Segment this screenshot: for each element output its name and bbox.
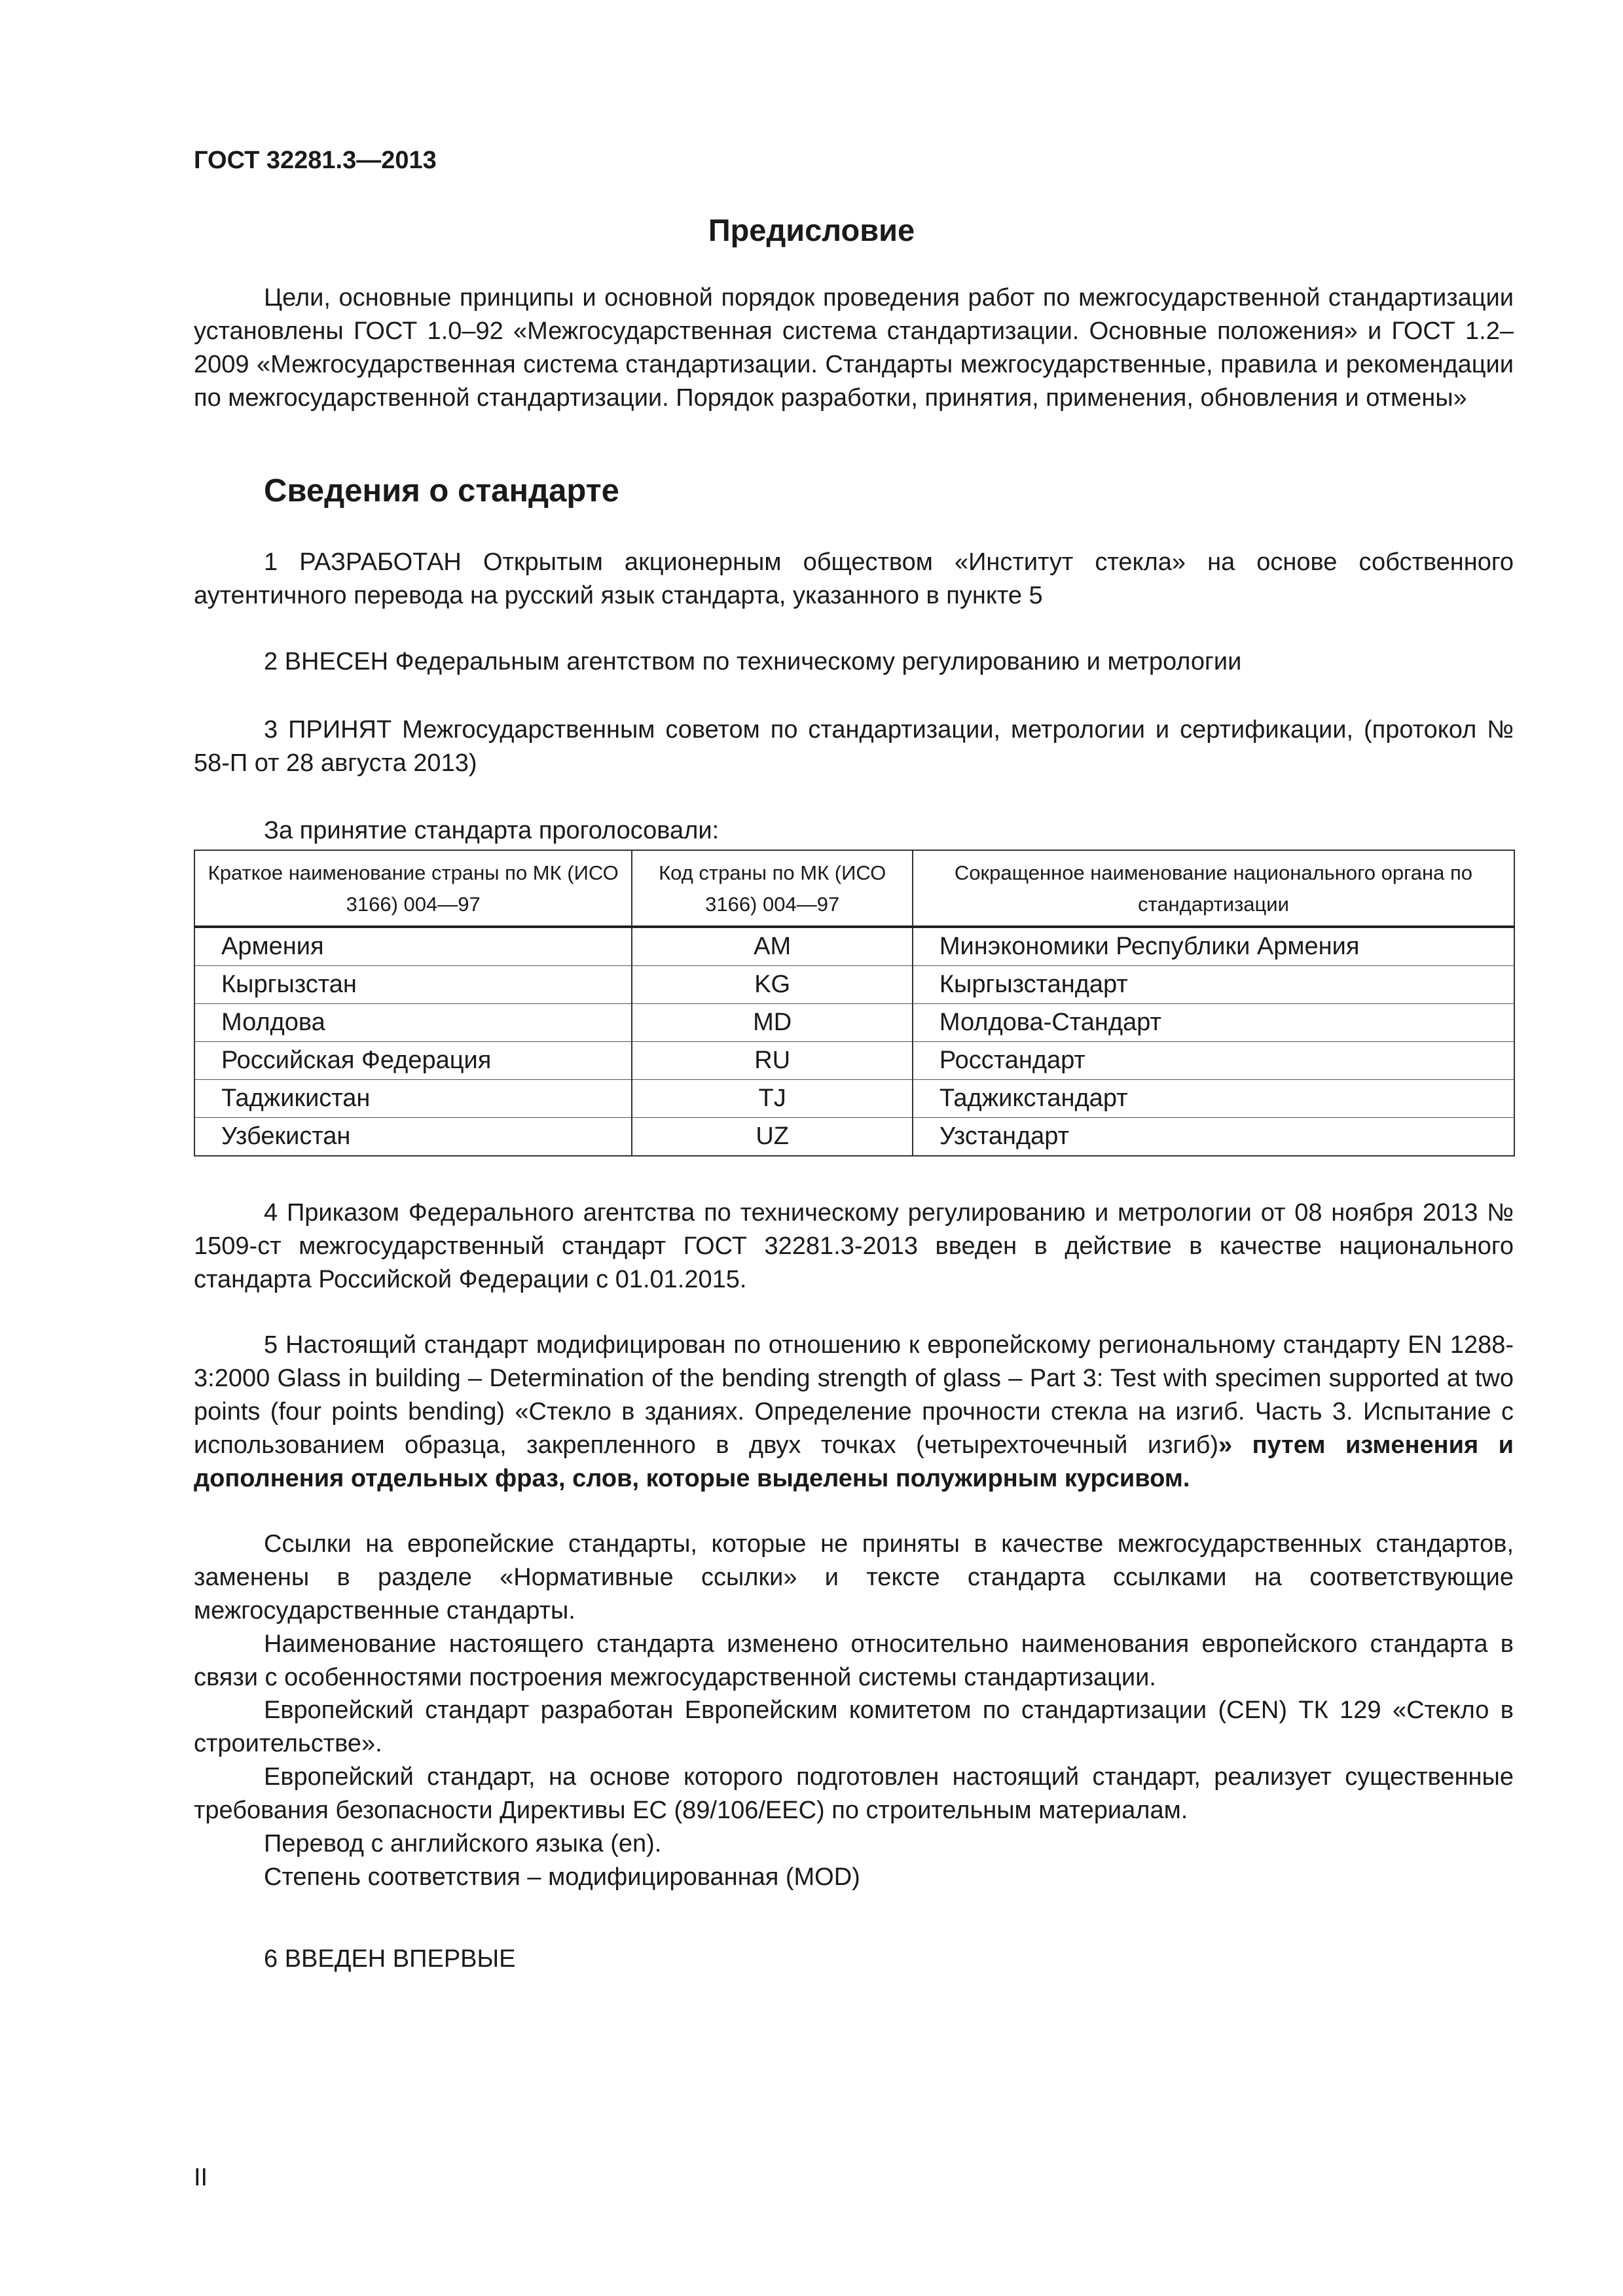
body-cell: Таджикстандарт	[913, 1080, 1514, 1118]
foreword-paragraph: Цели, основные принципы и основной порядок проведения работ по межгосударственной стандартизации установлены ГОСТ 1.0–92 «Межгосударственная система стандартизации. Основные положения» и ГОСТ 1.2–2009 «Межгосударственная система стандартизации. Стандарты межгосударственные, правила и рекомендации по межгосударственной стандартизации. Порядок разработки, принятия, применения, обновления и отмены»	[194, 284, 1514, 412]
country-cell: Российская Федерация	[194, 1042, 632, 1080]
item-5-translation: Перевод с английского языка (en).	[264, 1830, 662, 1857]
body-cell: Кыргызстандарт	[913, 966, 1514, 1004]
item-5-name-change: Наименование настоящего стандарта изменено относительно наименования европейского стандарта в связи с особенностями построения межгосударственной системы стандартизации.	[194, 1630, 1514, 1691]
body-cell: Минэкономики Республики Армения	[913, 927, 1514, 966]
table-row	[194, 966, 1514, 1004]
info-item-2: 2 ВНЕСЕН Федеральным агентством по техническому регулированию и метрологии	[264, 648, 1242, 675]
column-header-code: Код страны по МК (ИСО 3166) 004—97	[632, 850, 913, 927]
standard-info-heading: Сведения о стандарте	[264, 473, 619, 509]
item-5-references: Ссылки на европейские стандарты, которые не приняты в качестве межгосударственных стандартов, заменены в разделе «Нормативные ссылки» и тексте стандарта ссылками на соответствующие межгосударственные стандарты.	[194, 1530, 1514, 1624]
table-row	[194, 1118, 1514, 1157]
page-number: II	[194, 2164, 208, 2191]
item-5-developer: Европейский стандарт разработан Европейским комитетом по стандартизации (CEN) ТК 129 «Стекло в строительстве».	[194, 1696, 1514, 1757]
code-cell: MD	[632, 1004, 913, 1042]
code-cell: RU	[632, 1042, 913, 1080]
body-cell: Росстандарт	[913, 1042, 1514, 1080]
code-cell: TJ	[632, 1080, 913, 1118]
info-item-1: 1 РАЗРАБОТАН Открытым акционерным обществом «Институт стекла» на основе собственного аутентичного перевода на русский язык стандарта, указанного в пункте 5	[194, 548, 1514, 609]
foreword-heading: Предисловие	[708, 213, 915, 247]
voting-countries-table	[194, 850, 1515, 1157]
code-cell: AM	[632, 927, 913, 966]
document-code: ГОСТ 32281.3—2013	[194, 147, 437, 174]
code-cell: KG	[632, 966, 913, 1004]
item-5-text: 5 Настоящий стандарт модифицирован по отношению к европейскому региональному стандарту EN 1288-3:2000 Glass in building – Determination of the bending strength of glass – Part 3: Test with specimen supported at two points (four points bending) «Стекло в зданиях. Определение прочности стекла на изгиб. Часть 3. Испытание с использованием образца, закрепленного в двух точках (четырехточечный изгиб)	[194, 1331, 1514, 1459]
item-5-bold-text: » путем изменения и дополнения отдельных фраз, слов, которые выделены полужирным курсивом.	[194, 1431, 1514, 1492]
column-header-country: Краткое наименование страны по МК (ИСО 3166) 004—97	[194, 850, 632, 927]
column-header-body: Сокращенное наименование национального органа по стандартизации	[913, 850, 1514, 927]
info-item-4: 4 Приказом Федерального агентства по техническому регулированию и метрологии от 08 ноября 2013 № 1509-ст межгосударственный стандарт ГОСТ 32281.3-2013 введен в действие в качестве национального стандарта Российской Федерации с 01.01.2015.	[194, 1199, 1514, 1293]
country-cell: Узбекистан	[194, 1118, 632, 1157]
country-cell: Таджикистан	[194, 1080, 632, 1118]
table-row	[194, 1004, 1514, 1042]
table-row	[194, 1042, 1514, 1080]
body-cell: Молдова-Стандарт	[913, 1004, 1514, 1042]
table-row	[194, 927, 1514, 966]
info-item-6: 6 ВВЕДЕН ВПЕРВЫЕ	[264, 1945, 516, 1973]
country-cell: Кыргызстан	[194, 966, 632, 1004]
info-item-3: 3 ПРИНЯТ Межгосударственным советом по стандартизации, метрологии и сертификации, (протокол № 58-П от 28 августа 2013)	[194, 716, 1514, 777]
table-header-row	[194, 850, 1514, 927]
item-5-conformity: Степень соответствия – модифицированная (MOD)	[264, 1863, 860, 1891]
body-cell: Узстандарт	[913, 1118, 1514, 1157]
table-row	[194, 1080, 1514, 1118]
vote-intro: За принятие стандарта проголосовали:	[264, 817, 720, 844]
code-cell: UZ	[632, 1118, 913, 1157]
country-cell: Молдова	[194, 1004, 632, 1042]
country-cell: Армения	[194, 927, 632, 966]
info-item-5	[194, 1329, 1514, 1496]
item-5-directive: Европейский стандарт, на основе которого подготовлен настоящий стандарт, реализует существенные требования безопасности Директивы ЕС (89/106/EEC) по строительным материалам.	[194, 1763, 1514, 1824]
